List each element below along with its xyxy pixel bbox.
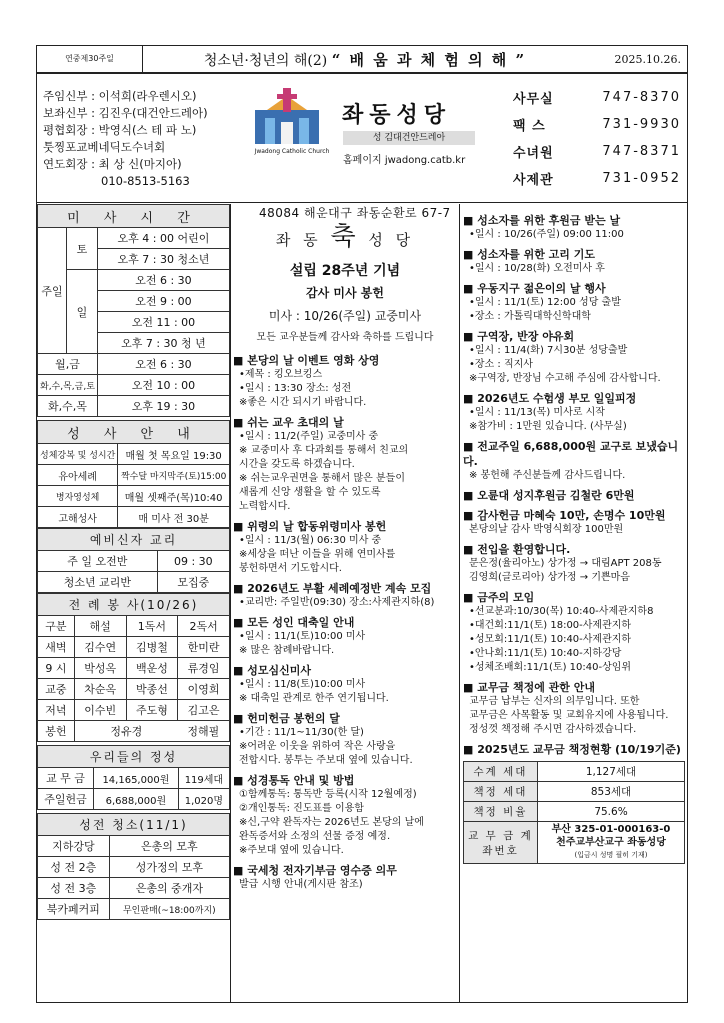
notice-line: •성모회:11/1(토) 10:40-사제관지하 (469, 634, 632, 645)
notice-item (233, 773, 457, 858)
liturgy-cell: 정해필 (178, 721, 230, 742)
anniversary-line: 설립 28주년 기념 (289, 263, 401, 279)
anniversary-line: 모든 교우분들께 감사와 축하를 드립니다 (256, 332, 434, 343)
column-divider (459, 204, 460, 1002)
liturgy-head: 구분 (38, 616, 75, 637)
liturgy-cell: 김수연 (74, 637, 126, 658)
contact-row (513, 138, 687, 165)
notice-title: ■ 성소자를 위한 고리 기도 (463, 247, 685, 262)
notice-line: 본당의날 감사 박영식회장 100만원 (469, 524, 624, 535)
pledge-value: 75.6% (538, 802, 685, 822)
logo-caption: Jwadong Catholic Church (254, 148, 330, 155)
pledge-key: 책정 세대 (464, 782, 538, 802)
notice-title: ■ 전입을 환영합니다. (463, 542, 685, 557)
liturgy-cell: 류경임 (178, 658, 230, 679)
notice-item (233, 519, 457, 576)
staff-list (43, 88, 233, 190)
sacrament-table (37, 420, 230, 528)
banner-right: 성 당 (368, 231, 415, 249)
column-divider (230, 204, 231, 1002)
notice-line: •일시 : 11/2(주일) 교중미사 중 (239, 431, 379, 442)
year-theme (143, 49, 587, 70)
church-name: 좌동성당 (342, 102, 452, 128)
notice-line: 완독증서와 소정의 선물 증정 예정. (239, 831, 391, 842)
notice-title: ■ 금주의 모임 (463, 590, 685, 605)
catechumen-key: 주 일 오전반 (38, 551, 158, 572)
notice-line: 시간을 갖도록 하겠습니다. (239, 459, 355, 470)
notice-title: ■ 감사헌금 마혜숙 10만, 손명수 10만원 (463, 508, 685, 523)
homepage: 홈페이지 jwadong.catb.kr (343, 155, 466, 166)
pledge-key: 수계 세대 (464, 762, 538, 782)
mass-times-table (37, 204, 230, 417)
staff-line: 연도회장 : 최 상 신(마지아) (43, 157, 182, 171)
mass-time: 오전 6 : 30 (97, 354, 229, 375)
liturgy-table (37, 593, 230, 742)
liturgy-cell: 주도형 (126, 700, 178, 721)
cleaning-key: 지하강당 (38, 836, 110, 857)
catechumen-key: 청소년 교리반 (38, 572, 158, 593)
pledge-table (463, 761, 685, 864)
account-holder: 천주교부산교구 좌동성당 (556, 837, 666, 848)
contact-row (513, 84, 687, 111)
catechumen-value: 09 : 30 (157, 551, 229, 572)
bulletin-frame (36, 45, 688, 1003)
catechumen-table (37, 528, 230, 593)
liturgy-cell: 차순옥 (74, 679, 126, 700)
notice-line: 문은정(율리아노) 상가정 → 대림APT 208동 (469, 558, 662, 569)
address: 48084 해운대구 좌동순환로 67-7 (259, 206, 451, 220)
notice-title: ■ 성경통독 안내 및 방법 (233, 773, 457, 788)
staff-line: 주임신부 : 이석희(라우렌시오) (43, 89, 197, 103)
pledge-value: 1,127세대 (538, 762, 685, 782)
notice-item (463, 680, 685, 737)
church-emblem-icon (247, 88, 327, 148)
notice-line: •일시 : 11/1(토) 12:00 성당 출발 (469, 297, 621, 308)
notice-line: ※참가비 : 1만원 있습니다. (사무실) (469, 421, 627, 432)
contact-label: 사제관 (513, 173, 554, 188)
account-number: 부산 325-01-000163-0 (551, 824, 671, 835)
notice-line: 교무금은 사목활동 및 교회유지에 사용됩니다. (469, 710, 669, 721)
notice-title: ■ 국세청 전자기부금 영수증 의무 (233, 863, 457, 878)
liturgy-cell: 이영희 (178, 679, 230, 700)
right-notices (463, 213, 685, 757)
offering-key: 주일헌금 (38, 789, 94, 810)
account-note: (입금시 성명 필히 기재) (574, 851, 648, 859)
notice-item (463, 590, 685, 675)
notice-item (463, 542, 685, 585)
notice-line: ②개인통독: 진도표를 이용함 (239, 803, 364, 814)
weekday-label: 화,수,목,금,토 (38, 375, 98, 396)
notice-line: •일시 : 11/8(토)10:00 미사 (239, 679, 366, 690)
staff-phone: 010-8513-5163 (101, 174, 190, 188)
notice-line: •일시 : 10/28(화) 오전미사 후 (469, 263, 605, 274)
notice-line: 교무금 납부는 신자의 의무입니다. 또한 (469, 696, 640, 707)
notice-line: •일시 : 13:30 장소: 성전 (239, 383, 352, 394)
notice-title: ■ 2026년도 부활 세례예정반 계속 모집 (233, 581, 457, 596)
staff-line: 평협회장 : 박영식(스 테 파 노) (43, 123, 197, 137)
liturgy-head: 2독서 (178, 616, 230, 637)
liturgy-cell: 김병철 (126, 637, 178, 658)
issue-label: 연중제30주일 (37, 46, 143, 72)
sacrament-value: 매월 셋째주(목)10:40 (118, 486, 230, 507)
notice-item (463, 329, 685, 386)
notice-item (233, 863, 457, 892)
liturgy-cell: 박성옥 (74, 658, 126, 679)
notice-line: ※주보대 옆에 있습니다. (239, 845, 344, 856)
notice-title: ■ 성소자를 위한 후원금 받는 날 (463, 213, 685, 228)
liturgy-cell: 박종선 (126, 679, 178, 700)
liturgy-cell: 새벽 (38, 637, 75, 658)
notice-line: ※좋은 시간 되시기 바랍니다. (239, 397, 367, 408)
account-info (538, 822, 685, 864)
sacrament-key: 병자영성체 (38, 486, 118, 507)
sacrament-key: 성체강복 및 성시간 (38, 444, 118, 465)
notice-line: •일시 : 11/4(화) 7시30분 성당출발 (469, 345, 628, 356)
notice-line: •기간 : 11/1~11/30(한 달) (239, 727, 364, 738)
anniversary-heading (233, 216, 457, 253)
notice-title: ■ 교무금 책정에 관한 안내 (463, 680, 685, 695)
notice-item (463, 508, 685, 537)
offering-value: 14,165,000원 (94, 768, 179, 789)
sunday-label: 주일 (38, 228, 67, 354)
sacrament-value: 매 미사 전 30분 (118, 507, 230, 528)
masthead-divider (37, 202, 687, 203)
liturgy-cell: 교중 (38, 679, 75, 700)
notice-title: ■ 위령의 날 합동위령미사 봉헌 (233, 519, 457, 534)
cleaning-value: 무인판매(~18:00까지) (109, 899, 229, 920)
contact-label: 수녀원 (513, 146, 554, 161)
liturgy-cell: 백운성 (126, 658, 178, 679)
notice-item (233, 663, 457, 706)
notice-line: ※ 교중미사 후 다과회를 통해서 친교의 (239, 445, 409, 456)
offering-key: 교 무 금 (38, 768, 94, 789)
sacrament-value: 짝수달 마지막주(토)15:00 (118, 465, 230, 486)
staff-line: 툿찡포교베네딕도수녀회 (43, 140, 166, 154)
notice-line: ※구역장, 반장님 수고해 주심에 감사합니다. (469, 373, 661, 384)
notice-line: •안나회:11/1(토) 10:40-지하강당 (469, 648, 622, 659)
cleaning-value: 은총의 모후 (109, 836, 229, 857)
notice-line: •일시 : 11/1(토)10:00 미사 (239, 631, 366, 642)
notice-item (463, 488, 685, 503)
notice-line: ※세상을 떠난 이들을 위해 연미사를 (239, 549, 396, 560)
contact-row (513, 111, 687, 138)
notice-line: ※어려운 이웃을 위하여 작은 사랑을 (239, 741, 396, 752)
cleaning-key: 성 전 2층 (38, 857, 110, 878)
church-logo (247, 88, 330, 158)
notice-title: ■ 성모심신미사 (233, 663, 457, 678)
mass-time: 오전 10 : 00 (97, 375, 229, 396)
notice-line: •교리반: 주일반(09:30) 장소:사제관지하(8) (239, 597, 435, 608)
offering-count: 1,020명 (178, 789, 229, 810)
notice-line: •장소 : 가톨릭대학신학대학 (469, 311, 591, 322)
patron-saint: 성 김대건안드레아 (343, 131, 475, 145)
liturgy-cell: 저녁 (38, 700, 75, 721)
notice-line: 전합시다. 봉투는 주보대 옆에 있습니다. (239, 755, 413, 766)
notice-title: ■ 구역장, 반장 야유회 (463, 329, 685, 344)
notice-item (463, 439, 685, 483)
notice-title: ■ 우동지구 젊은이의 날 행사 (463, 281, 685, 296)
mass-time: 오전 6 : 30 (97, 270, 229, 291)
sacrament-key: 유아세례 (38, 465, 118, 486)
right-column (463, 208, 685, 864)
notice-line: ※ 봉헌해 주신분들께 감사드립니다. (469, 470, 626, 481)
notice-title: ■ 모든 성인 대축일 안내 (233, 615, 457, 630)
contact-number: 731-9930 (602, 117, 681, 132)
celebration-emblem-icon: 축 (330, 222, 360, 252)
notice-line: •제목 : 킹오브킹스 (239, 369, 323, 380)
cleaning-value: 성가정의 모후 (109, 857, 229, 878)
notice-line: •성체조배회:11/1(토) 10:40-상임위 (469, 662, 632, 673)
liturgy-head: 1독서 (126, 616, 178, 637)
mass-time: 오후 7 : 30 청소년 (97, 249, 229, 270)
notice-line: 새롭게 신앙 생활을 할 수 있도록 (239, 487, 381, 498)
sacrament-title: 성 사 안 내 (38, 421, 230, 444)
notice-line: •일시 : 10/26(주일) 09:00 11:00 (469, 229, 624, 240)
notice-item (233, 415, 457, 514)
offering-value: 6,688,000원 (94, 789, 179, 810)
cleaning-key: 성 전 3층 (38, 878, 110, 899)
notice-title: ■ 쉬는 교우 초대의 날 (233, 415, 457, 430)
issue-date: 2025.10.26. (614, 52, 681, 66)
contact-label: 사무실 (513, 92, 554, 107)
notice-line: ※ 대축일 관계로 한주 연기됩니다. (239, 693, 389, 704)
notice-line: •선교분과:10/30(목) 10:40-사제관지하8 (469, 606, 654, 617)
notice-line: •일시 : 11/13(목) 미사로 시작 (469, 407, 605, 418)
contact-label: 팩 스 (513, 119, 546, 134)
notice-line: ※ 많은 참례바랍니다. (239, 645, 335, 656)
notice-line: ※신,구약 완독자는 2026년도 본당의 날에 (239, 817, 424, 828)
notice-item (233, 581, 457, 610)
liturgy-cell: 한미란 (178, 637, 230, 658)
offering-title: 우리들의 정성 (38, 746, 230, 768)
cleaning-table (37, 813, 230, 920)
liturgy-cell: 9 시 (38, 658, 75, 679)
notice-item (233, 353, 457, 410)
offering-table (37, 745, 230, 810)
notice-title: ■ 본당의 날 이벤트 영화 상영 (233, 353, 457, 368)
notice-title: ■ 헌미헌금 봉헌의 달 (233, 711, 457, 726)
pledge-value: 853세대 (538, 782, 685, 802)
pledge-key: 책정 비율 (464, 802, 538, 822)
mass-times-title: 미 사 시 간 (38, 205, 230, 228)
theme-quote: “ 배 움 과 체 험 의 해 ” (331, 50, 527, 69)
notice-item (463, 391, 685, 434)
weekday-label: 월,금 (38, 354, 98, 375)
middle-column (233, 208, 457, 892)
top-bar (37, 46, 687, 74)
notice-title: ■ 2026년도 수험생 부모 일일피정 (463, 391, 685, 406)
notice-title: ■ 2025년도 교무금 책정현황 (10/19기준) (463, 742, 685, 757)
liturgy-head: 해설 (74, 616, 126, 637)
notice-line: •대건회:11/1(토) 18:00-사제관지하 (469, 620, 632, 631)
mass-time: 오후 7 : 30 청 년 (97, 333, 229, 354)
notice-item (233, 615, 457, 658)
theme-prefix: 청소년·청년의 해(2) (203, 52, 328, 69)
saturday-label: 토 (67, 228, 98, 270)
notice-line: 발급 시행 안내(게시판 참조) (239, 879, 363, 890)
anniversary-line: 감사 미사 봉헌 (306, 286, 384, 300)
mass-time: 오후 19 : 30 (97, 396, 229, 417)
liturgy-cell: 정유경 (74, 721, 177, 742)
notice-line: •장소 : 직지사 (469, 359, 533, 370)
notice-item (463, 247, 685, 276)
catechumen-title: 예비신자 교리 (38, 529, 230, 551)
cleaning-title: 성전 청소(11/1) (38, 814, 230, 836)
notice-title: ■ 전교주일 6,688,000원 교구로 보냈습니다. (463, 439, 685, 469)
notice-line: ①함께통독: 통독반 등록(시작 12월예정) (239, 789, 417, 800)
cleaning-key: 북카페커피 (38, 899, 110, 920)
account-label: 교 무 금 계좌번호 (464, 822, 538, 864)
mass-time: 오전 11 : 00 (97, 312, 229, 333)
contact-number: 747-8370 (602, 90, 681, 105)
contact-row (513, 165, 687, 192)
mass-time: 오전 9 : 00 (97, 291, 229, 312)
mass-time: 오후 4 : 00 어린이 (97, 228, 229, 249)
notice-line: 노력합시다. (239, 501, 291, 512)
notice-line: 봉헌하면서 기도합시다. (239, 563, 342, 574)
liturgy-title: 전 례 봉 사(10/26) (38, 594, 230, 616)
offering-label: 봉헌 (38, 721, 75, 742)
notice-line: 정성껏 책정해 주시면 감사하겠습니다. (469, 724, 637, 735)
sacrament-key: 고해성사 (38, 507, 118, 528)
cleaning-value: 은총의 중개자 (109, 878, 229, 899)
offering-count: 119세대 (178, 768, 229, 789)
contact-number: 731-0952 (602, 171, 681, 186)
contact-list (513, 84, 687, 192)
weekday-label: 화,수,목 (38, 396, 98, 417)
notice-item (463, 742, 685, 757)
sunday-day-label: 일 (67, 270, 98, 354)
middle-notices (233, 353, 457, 892)
notice-line: •일시 : 11/3(월) 06:30 미사 중 (239, 535, 382, 546)
anniversary-line: 미사 : 10/26(주일) 교중미사 (268, 309, 422, 323)
liturgy-cell: 이수빈 (74, 700, 126, 721)
notice-line: ※ 쉬는교우권면을 통해서 많은 분들이 (239, 473, 405, 484)
banner-left: 좌 동 (275, 231, 322, 249)
catechumen-value: 모집중 (157, 572, 229, 593)
staff-line: 보좌신부 : 김진우(대건안드레아) (43, 106, 208, 120)
notice-line: 김영희(글로리아) 상가정 → 기쁜마음 (469, 572, 630, 583)
notice-item (233, 711, 457, 768)
liturgy-cell: 김고은 (178, 700, 230, 721)
contact-number: 747-8371 (602, 144, 681, 159)
anniversary-banner (233, 208, 457, 348)
notice-item (463, 213, 685, 242)
notice-title: ■ 오륜대 성지후원금 김철란 6만원 (463, 488, 685, 503)
notice-item (463, 281, 685, 324)
left-column (37, 204, 230, 920)
sacrament-value: 매월 첫 목요일 19:30 (118, 444, 230, 465)
